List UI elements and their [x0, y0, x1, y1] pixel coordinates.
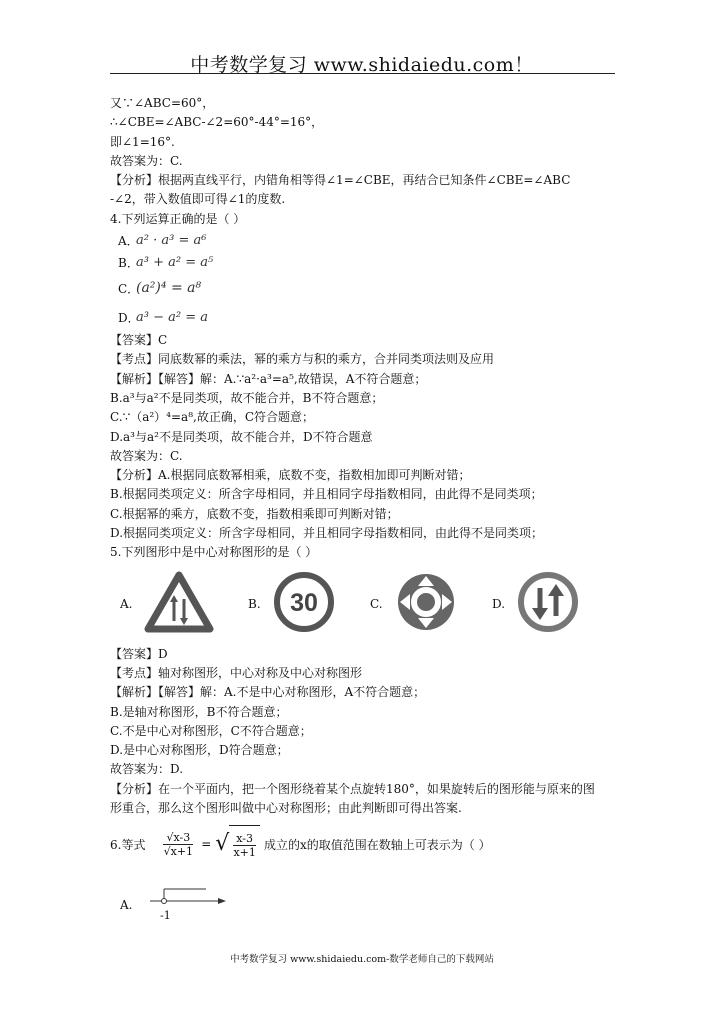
text-line: 【考点】同底数幂的乘法，幂的乘方与积的乘方，合并同类项法则及应用	[110, 352, 495, 367]
text-line: 【答案】D	[110, 646, 168, 661]
sqrt-sign: √	[215, 831, 230, 857]
q6-lhs-numerator: √x-3	[163, 831, 193, 845]
text-line: D.是中心对称图形，D符合题意；	[110, 743, 289, 758]
q4-option-d	[110, 303, 620, 331]
q6-option-a	[110, 880, 620, 930]
option-label: A.	[120, 898, 133, 913]
option-formula: (a²)⁴ = a⁸	[136, 280, 202, 297]
text-line: B.a³与a²不是同类项，故不能合并，B不符合题意；	[110, 390, 384, 405]
q6-rhs-denominator: x+1	[233, 846, 256, 860]
text-line: 【分析】在一个平面内，把一个图形绕着某个点旋转180°，如果旋转后的图形能与原来的图	[110, 781, 595, 796]
q6-prefix: 6.等式	[110, 837, 146, 852]
question-4-options	[110, 229, 620, 331]
q4-option-b	[110, 251, 620, 273]
text-line: 【答案】C	[110, 333, 168, 348]
text-line: C.不是中心对称图形，C不符合题意；	[110, 723, 312, 738]
warning-triangle-icon	[144, 571, 214, 636]
option-label: A.	[120, 596, 133, 611]
q4-option-c	[110, 273, 620, 303]
solution-lines-top	[110, 94, 620, 229]
number-line-icon	[148, 885, 228, 925]
q4-option-a	[110, 229, 620, 251]
q6-lhs-num-text: x-3	[173, 830, 191, 844]
text-line: 又∵∠ABC=60°，	[110, 96, 215, 110]
text-line: 故答案为：C.	[110, 153, 183, 168]
document-body	[110, 94, 620, 930]
number-line-tick-label: -1	[160, 909, 171, 923]
text-line: 故答案为：C.	[110, 448, 183, 463]
q6-rhs-radical	[215, 825, 260, 863]
text-line: C.∵（a²）⁴=a⁸,故正确，C符合题意；	[110, 410, 314, 425]
q6-rhs-fraction	[233, 832, 256, 859]
text-line: 【解析】【解答】解：A.∵a²·a³=a⁵,故错误，A不符合题意；	[110, 371, 427, 386]
option-formula: a³ − a² = a	[136, 309, 208, 325]
option-formula: a² · a³ = a⁶	[136, 232, 207, 248]
speed-limit-30-icon	[272, 570, 336, 637]
option-label: A．	[118, 233, 139, 248]
text-line: 【分析】A.根据同底数幂相乘，底数不变，指数相加即可判断对错；	[110, 468, 471, 483]
question-4-solution	[110, 331, 620, 563]
q6-rhs-numerator: x-3	[233, 832, 256, 846]
text-line: C.根据幂的乘方，底数不变，指数相乘即可判断对错；	[110, 506, 399, 521]
page-header-title: 中考数学复习 www.shidaiedu.com！	[190, 54, 534, 76]
option-label: D.	[492, 596, 506, 611]
option-label: C.	[370, 596, 383, 611]
q6-lhs-denominator: √x+1	[163, 844, 194, 858]
header-divider	[110, 73, 615, 74]
q6-lhs-radical	[159, 831, 197, 858]
question-6-stem	[110, 820, 620, 868]
text-line: 故答案为：D.	[110, 762, 184, 777]
text-line: ∴∠CBE=∠ABC-∠2=60°-44°=16°，	[110, 115, 324, 130]
text-line: 【考点】轴对称图形，中心对称及中心对称图形	[110, 665, 363, 680]
text-line: 【解析】【解答】解：A.不是中心对称图形，A不符合题意；	[110, 685, 426, 700]
q6-equals: =	[201, 837, 212, 852]
speed-limit-text: 30	[290, 589, 318, 618]
text-line: -∠2，带入数值即可得∠1的度数.	[110, 192, 286, 207]
question-5-options	[110, 569, 620, 639]
question-5-solution	[110, 645, 620, 819]
q6-lhs-fraction	[163, 831, 193, 858]
text-line: B.是轴对称图形，B不符合题意；	[110, 704, 288, 719]
text-line: D.根据同类项定义：所含字母相同，并且相同字母指数相同，由此得不是同类项；	[110, 526, 544, 541]
q6-suffix: 成立的x的取值范围在数轴上可表示为（ ）	[264, 837, 491, 852]
text-line: 【分析】根据两直线平行，内错角相等得∠1=∠CBE，再结合已知条件∠CBE=∠ABC	[110, 173, 571, 188]
question-5-stem: 5.下列图形中是中心对称图形的是（ ）	[110, 545, 318, 560]
option-label: C．	[118, 281, 140, 296]
page-footer: 中考数学复习 www.shidaiedu.com-数学老师自己的下载网站	[230, 954, 494, 965]
option-label: B．	[118, 255, 139, 270]
text-line: B.根据同类项定义：所含字母相同，并且相同字母指数相同，由此得不是同类项；	[110, 487, 543, 502]
text-line: 形重合，那么这个图形叫做中心对称图形；由此判断即可得出答案.	[110, 801, 462, 816]
question-4-stem: 4.下列运算正确的是（ ）	[110, 211, 246, 226]
option-formula: a³ + a² = a⁵	[136, 254, 214, 270]
text-line: D.a³与a²不是同类项，故不能合并，D不符合题意	[110, 429, 373, 444]
q6-lhs-den-text: x+1	[170, 844, 194, 858]
option-label: D．	[118, 310, 140, 325]
text-line: 即∠1=16°.	[110, 134, 175, 149]
roundabout-icon	[394, 570, 458, 637]
q6-rhs-body	[229, 825, 260, 863]
two-way-arrows-icon	[516, 570, 580, 637]
option-label: B.	[248, 596, 261, 611]
